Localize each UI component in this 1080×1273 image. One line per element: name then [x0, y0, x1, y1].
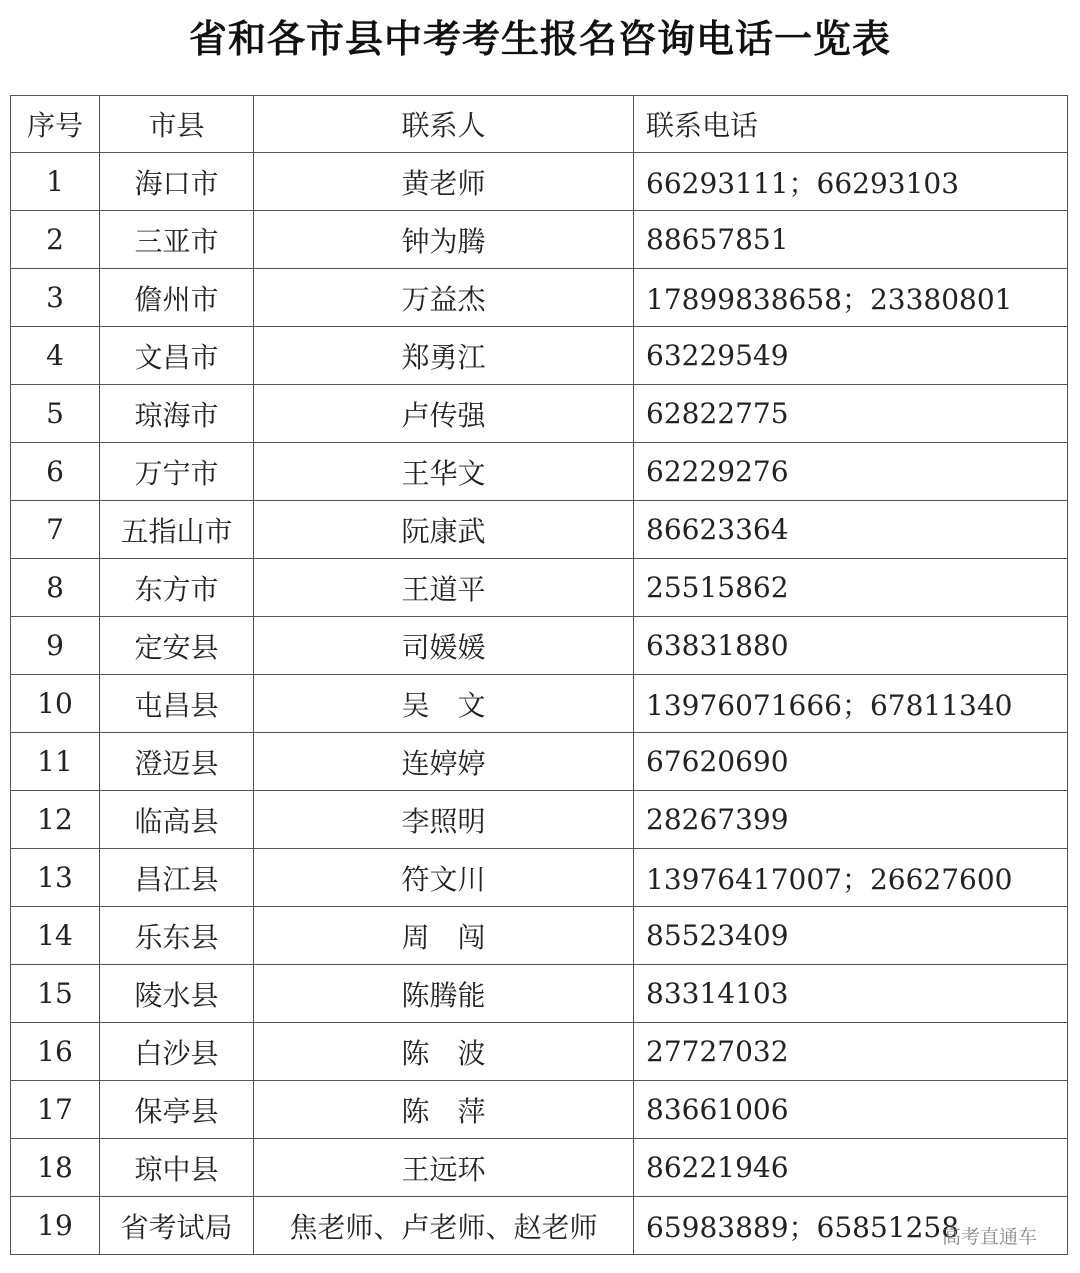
header-city: 市县	[100, 96, 254, 153]
table-body	[11, 153, 1068, 1255]
cell-phone: 88657851	[634, 211, 1068, 269]
header-contact-person: 联系人	[254, 96, 634, 153]
cell-city: 昌江县	[100, 849, 254, 907]
cell-phone: 86221946	[634, 1139, 1068, 1197]
cell-no: 11	[11, 733, 100, 791]
table-row	[11, 849, 1068, 907]
cell-city: 临高县	[100, 791, 254, 849]
table-row	[11, 1197, 1068, 1255]
table-row	[11, 907, 1068, 965]
cell-contact-person: 王道平	[254, 559, 634, 617]
cell-phone: 63229549	[634, 327, 1068, 385]
cell-city: 东方市	[100, 559, 254, 617]
table-row	[11, 791, 1068, 849]
table-row	[11, 501, 1068, 559]
cell-city: 文昌市	[100, 327, 254, 385]
table-row	[11, 269, 1068, 327]
table-row	[11, 675, 1068, 733]
watermark: 高考直通车	[942, 1226, 1038, 1248]
cell-no: 7	[11, 501, 100, 559]
cell-phone: 62229276	[634, 443, 1068, 501]
cell-phone: 83661006	[634, 1081, 1068, 1139]
table-row	[11, 1081, 1068, 1139]
cell-phone: 67620690	[634, 733, 1068, 791]
cell-no: 8	[11, 559, 100, 617]
cell-contact-person: 阮康武	[254, 501, 634, 559]
table-row	[11, 733, 1068, 791]
cell-no: 17	[11, 1081, 100, 1139]
cell-contact-person: 王远环	[254, 1139, 634, 1197]
table-header-row	[11, 96, 1068, 153]
cell-no: 2	[11, 211, 100, 269]
table-row	[11, 327, 1068, 385]
cell-phone: 66293111；66293103	[634, 153, 1068, 211]
header-phone: 联系电话	[634, 96, 1068, 153]
table-row	[11, 1023, 1068, 1081]
table-row	[11, 443, 1068, 501]
cell-contact-person: 王华文	[254, 443, 634, 501]
cell-contact-person: 焦老师、卢老师、赵老师	[254, 1197, 634, 1255]
cell-contact-person: 黄老师	[254, 153, 634, 211]
cell-phone: 65983889；65851258	[634, 1197, 1068, 1255]
cell-city: 定安县	[100, 617, 254, 675]
cell-no: 18	[11, 1139, 100, 1197]
cell-no: 12	[11, 791, 100, 849]
cell-city: 保亭县	[100, 1081, 254, 1139]
cell-contact-person: 周 闯	[254, 907, 634, 965]
cell-city: 省考试局	[100, 1197, 254, 1255]
table-row	[11, 385, 1068, 443]
cell-city: 海口市	[100, 153, 254, 211]
cell-phone: 28267399	[634, 791, 1068, 849]
cell-city: 白沙县	[100, 1023, 254, 1081]
cell-contact-person: 钟为腾	[254, 211, 634, 269]
cell-phone: 63831880	[634, 617, 1068, 675]
cell-contact-person: 连婷婷	[254, 733, 634, 791]
cell-contact-person: 陈 萍	[254, 1081, 634, 1139]
cell-city: 澄迈县	[100, 733, 254, 791]
cell-contact-person: 万益杰	[254, 269, 634, 327]
cell-no: 4	[11, 327, 100, 385]
contact-table	[10, 95, 1068, 1255]
cell-city: 琼中县	[100, 1139, 254, 1197]
cell-no: 16	[11, 1023, 100, 1081]
table-row	[11, 559, 1068, 617]
cell-contact-person: 陈 波	[254, 1023, 634, 1081]
cell-city: 三亚市	[100, 211, 254, 269]
cell-city: 万宁市	[100, 443, 254, 501]
cell-city: 乐东县	[100, 907, 254, 965]
table-row	[11, 617, 1068, 675]
table-row	[11, 965, 1068, 1023]
cell-contact-person: 李照明	[254, 791, 634, 849]
table-row	[11, 153, 1068, 211]
cell-phone: 13976417007；26627600	[634, 849, 1068, 907]
cell-no: 5	[11, 385, 100, 443]
cell-contact-person: 郑勇江	[254, 327, 634, 385]
cell-phone: 62822775	[634, 385, 1068, 443]
header-no: 序号	[11, 96, 100, 153]
cell-no: 9	[11, 617, 100, 675]
cell-no: 6	[11, 443, 100, 501]
cell-phone: 25515862	[634, 559, 1068, 617]
cell-contact-person: 司媛媛	[254, 617, 634, 675]
cell-phone: 13976071666；67811340	[634, 675, 1068, 733]
cell-city: 陵水县	[100, 965, 254, 1023]
cell-contact-person: 卢传强	[254, 385, 634, 443]
cell-no: 3	[11, 269, 100, 327]
cell-no: 1	[11, 153, 100, 211]
cell-no: 10	[11, 675, 100, 733]
table-row	[11, 211, 1068, 269]
cell-phone: 85523409	[634, 907, 1068, 965]
cell-contact-person: 符文川	[254, 849, 634, 907]
cell-phone: 17899838658；23380801	[634, 269, 1068, 327]
cell-city: 屯昌县	[100, 675, 254, 733]
cell-city: 儋州市	[100, 269, 254, 327]
cell-no: 13	[11, 849, 100, 907]
cell-contact-person: 吴 文	[254, 675, 634, 733]
cell-city: 五指山市	[100, 501, 254, 559]
cell-phone: 27727032	[634, 1023, 1068, 1081]
table-row	[11, 1139, 1068, 1197]
cell-city: 琼海市	[100, 385, 254, 443]
cell-no: 19	[11, 1197, 100, 1255]
cell-no: 14	[11, 907, 100, 965]
page-title: 省和各市县中考考生报名咨询电话一览表	[188, 17, 891, 61]
cell-contact-person: 陈腾能	[254, 965, 634, 1023]
cell-phone: 86623364	[634, 501, 1068, 559]
cell-no: 15	[11, 965, 100, 1023]
cell-phone: 83314103	[634, 965, 1068, 1023]
